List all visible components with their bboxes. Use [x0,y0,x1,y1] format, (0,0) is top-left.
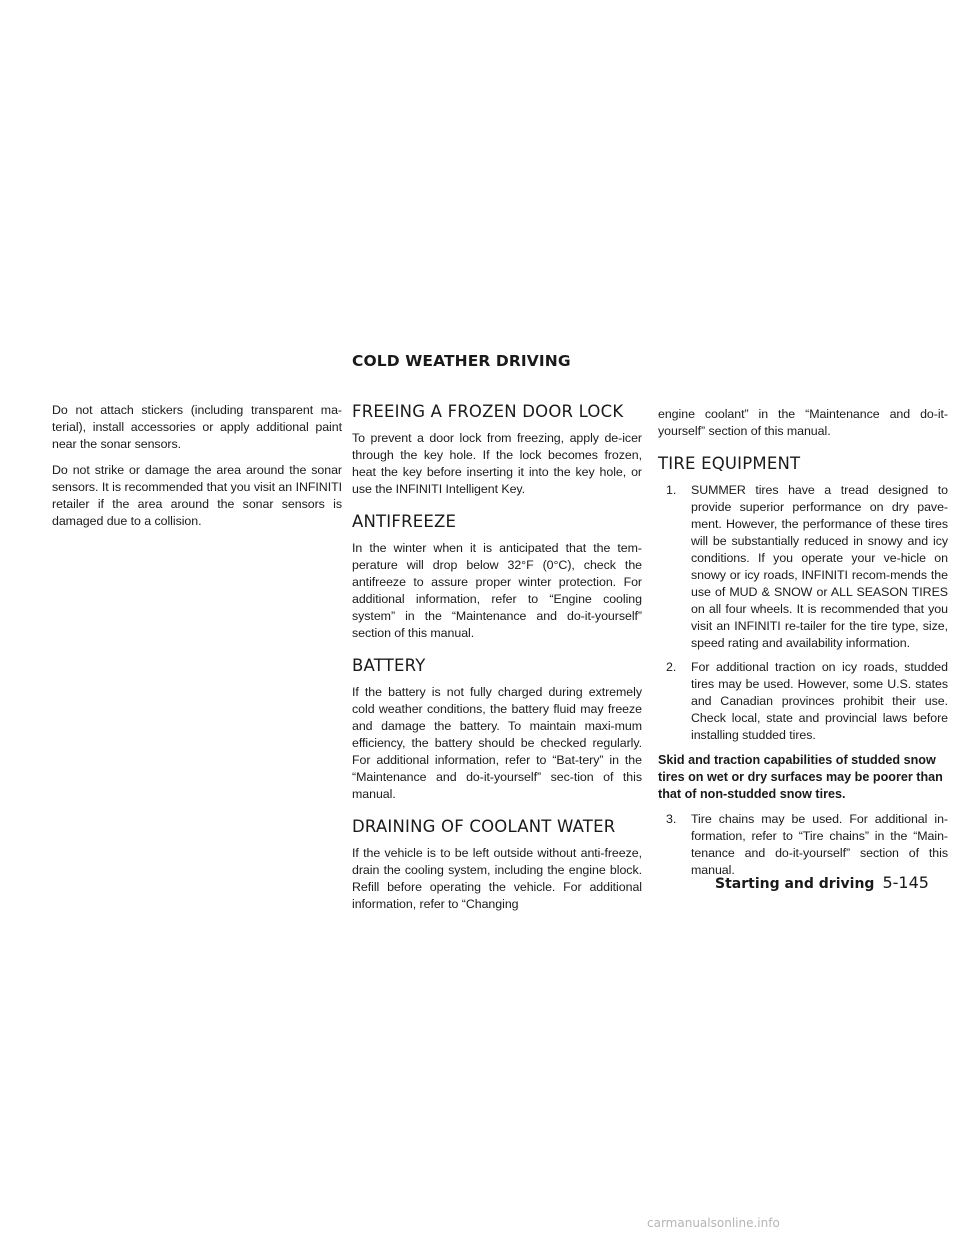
battery-text: If the battery is not fully charged during extremely cold weather conditions, the battery fluid may freeze and damage the battery. To maintain maxi-mum efficiency, the battery should be checked regularly. For additional information, refer to “Bat-tery” in the “Maintenance and do-it-yourself” sec-tion of this manual. [352,685,642,801]
heading-draining-coolant: DRAINING OF COOLANT WATER [352,817,616,836]
list-item [666,482,948,652]
list-item-number: 3. [666,812,677,826]
tire-list-continued [658,811,948,879]
section-title: COLD WEATHER DRIVING [352,352,571,370]
antifreeze-text: In the winter when it is anticipated that the tem-perature will drop below 32°F (0°C), check the antifreeze to assure proper winter protection. For additional information, refer to “Engine cooling system” in the “Maintenance and do-it-yourself” section of this manual. [352,541,642,640]
list-item-number: 2. [666,660,677,674]
sonar-damage-paragraph: Do not strike or damage the area around the sonar sensors. It is recommended that you visit an INFINITI retailer if the area around the sonar sensors is damaged due to a collision. [52,463,342,528]
list-item-number: 1. [666,483,677,497]
chapter-name: Starting and driving [715,876,875,892]
heading-battery: BATTERY [352,656,426,675]
list-item-text: Tire chains may be used. For additional in-formation, refer to “Tire chains” in the “Main-tenance and do-it-yourself” section of this manual. [691,812,948,877]
list-item-text: SUMMER tires have a tread designed to provide superior performance on dry pave-ment. However, the performance of these tires will be substantially reduced in snowy and icy conditions. If you operate your ve-hicle on snowy or icy roads, INFINITI recom-mends the use of MUD & SNOW or ALL SEASON TIRES on all four wheels. It is recommended that you visit an INFINITI re-tailer for the tire type, size, speed rating and availability information. [691,483,948,650]
list-item-text: For additional traction on icy roads, studded tires may be used. However, some U.S. states and Canadian provinces prohibit their use. Check local, state and provincial laws before installing studded tires. [691,660,948,742]
heading-antifreeze: ANTIFREEZE [352,512,457,531]
list-item [666,659,948,744]
tire-list [658,482,948,744]
studded-tires-warning: Skid and traction capabilities of studded snow tires on wet or dry surfaces may be poorer than that of non-studded snow tires. [658,753,943,801]
watermark: carmanualsonline.info [647,1216,780,1230]
continued-text: engine coolant” in the “Maintenance and do-it-yourself” section of this manual. [658,407,948,438]
sonar-stickers-paragraph: Do not attach stickers (including transparent ma-terial), install accessories or apply additional paint near the sonar sensors. [52,403,342,451]
page-footer [715,873,929,892]
heading-tire-equipment: TIRE EQUIPMENT [658,454,801,473]
heading-freeing-door-lock: FREEING A FROZEN DOOR LOCK [352,402,624,421]
column-1 [52,402,342,539]
page-number: 5-145 [882,873,929,892]
list-item [666,811,948,879]
column-2 [352,402,642,922]
draining-coolant-text: If the vehicle is to be left outside without anti-freeze, drain the cooling system, including the engine block. Refill before operating the vehicle. For additional information, refer to “Changing [352,846,642,911]
column-3 [658,406,948,887]
freeing-door-lock-text: To prevent a door lock from freezing, apply de-icer through the key hole. If the lock becomes frozen, heat the key before inserting it into the key hole, or use the INFINITI Intelligent Key. [352,431,642,496]
